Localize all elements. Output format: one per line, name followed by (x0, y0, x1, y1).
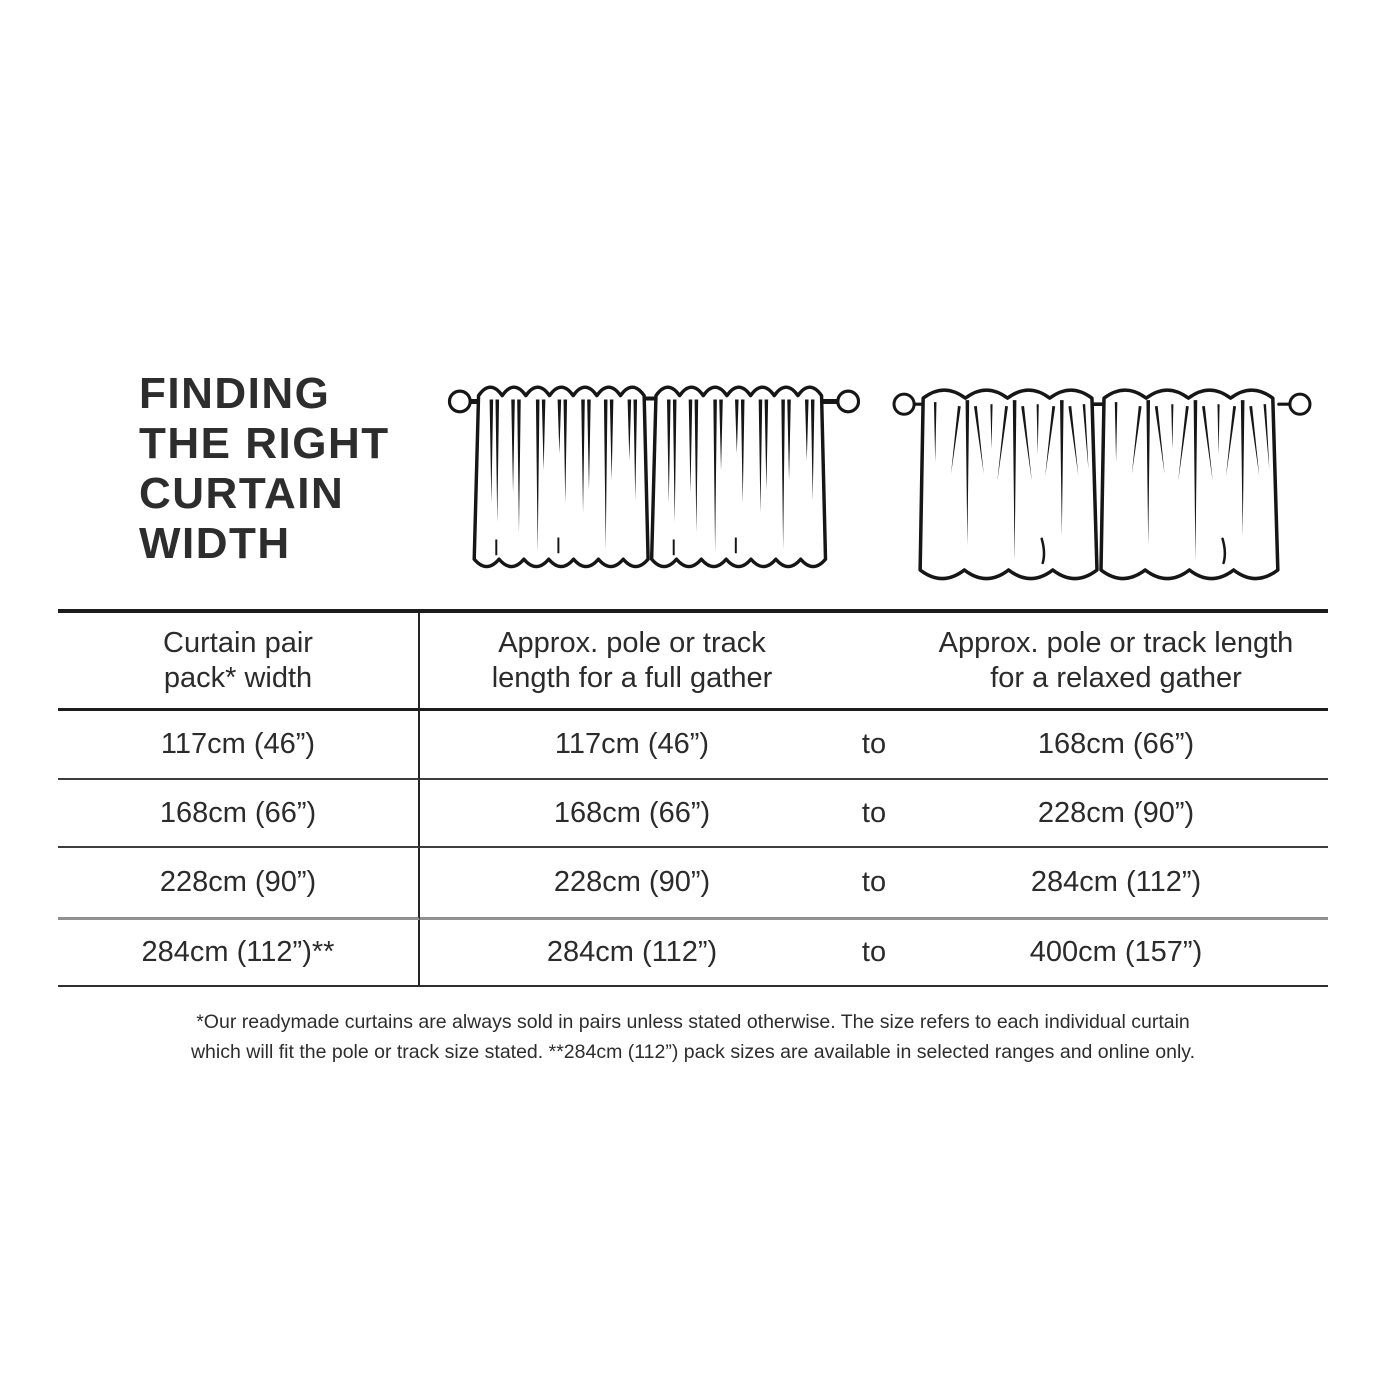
pack-width-value: 284cm (112”)** (58, 920, 420, 987)
full-gather-header (420, 613, 844, 711)
to-label: to (844, 780, 904, 848)
relaxed-gather-value: 284cm (112”) (904, 848, 1328, 920)
relaxed-gather-value: 168cm (66”) (904, 711, 1328, 780)
footnote-line-1: *Our readymade curtains are always sold in pairs unless stated otherwise. The size refers to each individual curtain (196, 1011, 1190, 1033)
full-gather-curtain-icon (447, 366, 861, 591)
relaxed-gather-value: 400cm (157”) (904, 920, 1328, 987)
left-finial (894, 394, 914, 414)
pack-width-header-line-1: Curtain pair (163, 626, 313, 659)
title-line-2: THE RIGHT (139, 419, 390, 468)
page-title (139, 369, 390, 569)
right-finial (838, 391, 859, 412)
title-line-1: FINDING (139, 369, 331, 418)
left-finial (449, 391, 470, 412)
relaxed-gather-header-line-1: Approx. pole or track length (938, 626, 1294, 659)
full-gather-value: 168cm (66”) (420, 780, 844, 848)
pack-width-header-line-2: pack* width (163, 661, 313, 694)
pack-width-value: 117cm (46”) (58, 711, 420, 780)
footnote-line-2: which will fit the pole or track size stated. **284cm (112”) pack sizes are available in selected ranges and online only. (190, 1041, 1196, 1063)
to-label: to (844, 920, 904, 987)
relaxed-gather-curtain-icon (891, 364, 1313, 600)
relaxed-gather-header (904, 613, 1328, 711)
full-gather-header-line-1: Approx. pole or track (498, 626, 766, 659)
footnote (58, 1007, 1328, 1067)
to-label: to (844, 711, 904, 780)
title-line-3: CURTAIN (139, 469, 345, 518)
to-label: to (844, 848, 904, 920)
right-finial (1290, 394, 1310, 414)
pack-width-value: 168cm (66”) (58, 780, 420, 848)
full-gather-value: 228cm (90”) (420, 848, 844, 920)
pack-width-value: 228cm (90”) (58, 848, 420, 920)
full-gather-value: 284cm (112”) (420, 920, 844, 987)
header-spacer (844, 613, 904, 711)
full-gather-value: 117cm (46”) (420, 711, 844, 780)
relaxed-gather-header-line-2: for a relaxed gather (990, 661, 1242, 694)
relaxed-gather-value: 228cm (90”) (904, 780, 1328, 848)
full-gather-header-line-2: length for a full gather (491, 661, 773, 694)
pack-width-header (58, 613, 420, 711)
title-line-4: WIDTH (139, 519, 291, 568)
size-guide-table (58, 609, 1328, 987)
